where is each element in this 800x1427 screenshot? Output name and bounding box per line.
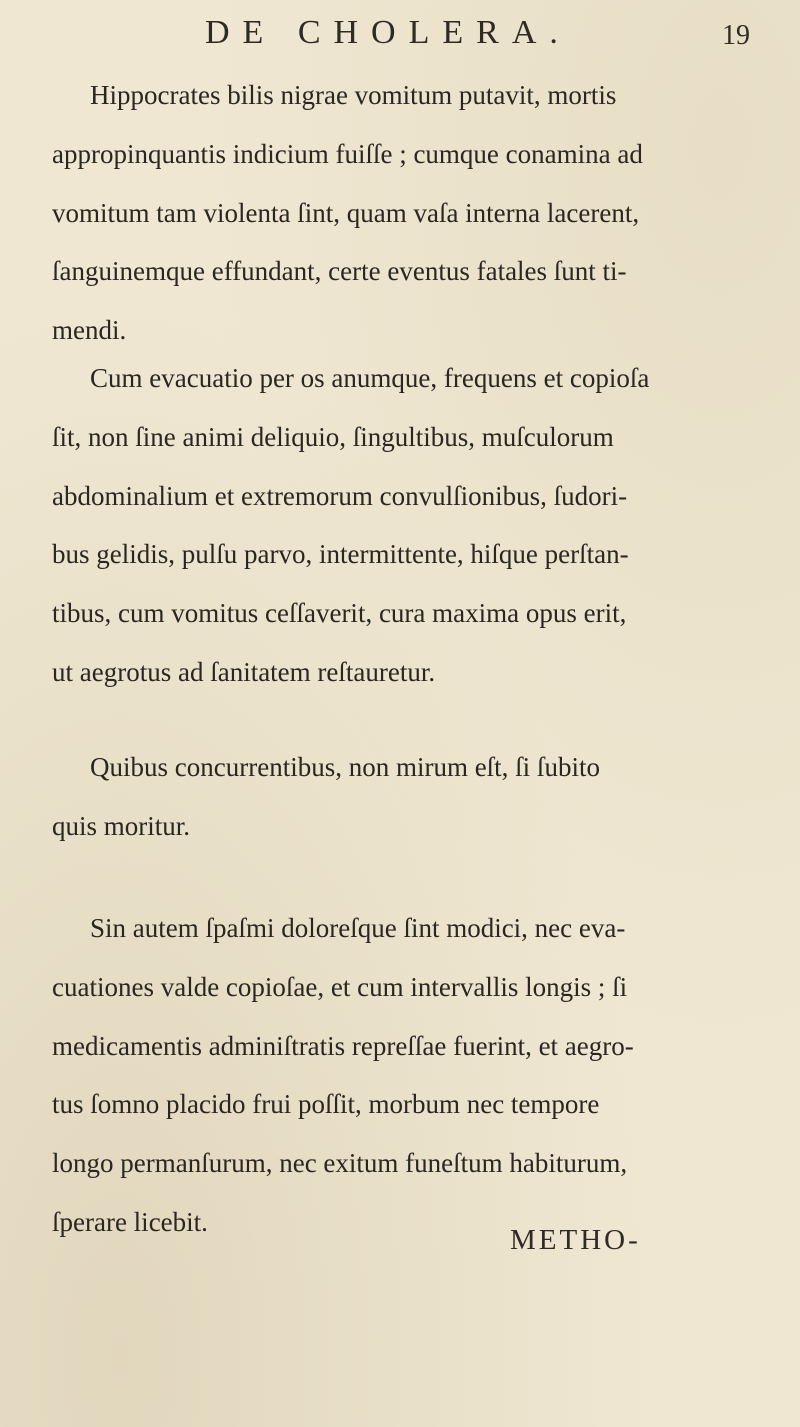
text-line: quis moritur. bbox=[52, 810, 191, 841]
text-line: ſanguinemque effundant, certe eventus fatales ſunt ti- bbox=[52, 256, 627, 287]
text-line: Cum evacuatio per os anumque, frequens et copioſa bbox=[90, 363, 650, 393]
text-line: bus gelidis, pulſu parvo, intermittente, hiſque perſtan- bbox=[52, 539, 629, 570]
text-line: tus ſomno placido frui poſſit, morbum nec tempore bbox=[52, 1089, 600, 1120]
paragraph-3 bbox=[52, 738, 772, 856]
text-line: appropinquantis indicium fuiſſe ; cumque conamina ad bbox=[52, 138, 643, 169]
catchword: METHO- bbox=[510, 1224, 641, 1256]
running-head: DE CHOLERA. bbox=[205, 14, 571, 51]
text-line: ſperare licebit. bbox=[52, 1206, 208, 1237]
page-number: 19 bbox=[722, 20, 750, 51]
text-line: abdominalium et extremorum convulſionibus, ſudori- bbox=[52, 480, 628, 511]
text-line: Sin autem ſpaſmi doloreſque ſint modici, nec eva- bbox=[90, 913, 626, 943]
text-line: longo permanſurum, nec exitum funeſtum habiturum, bbox=[52, 1148, 628, 1179]
paragraph-1 bbox=[52, 66, 772, 360]
paragraph-2 bbox=[52, 349, 772, 702]
paragraph-4 bbox=[52, 899, 772, 1252]
text-line: Hippocrates bilis nigrae vomitum putavit, mortis bbox=[90, 80, 617, 110]
text-line: medicamentis adminiſtratis repreſſae fuerint, et aegro- bbox=[52, 1030, 634, 1061]
text-line: ſit, non ſine animi deliquio, ſingultibus, muſculorum bbox=[52, 421, 614, 452]
text-line: mendi. bbox=[52, 315, 127, 346]
text-line: cuationes valde copioſae, et cum intervallis longis ; ſi bbox=[52, 971, 628, 1002]
text-line: vomitum tam violenta ſint, quam vaſa interna lacerent, bbox=[52, 197, 640, 228]
text-line: Quibus concurrentibus, non mirum eſt, ſi ſubito bbox=[90, 752, 600, 782]
text-line: ut aegrotus ad ſanitatem reſtauretur. bbox=[52, 656, 436, 687]
text-line: tibus, cum vomitus ceſſaverit, cura maxima opus erit, bbox=[52, 598, 627, 629]
